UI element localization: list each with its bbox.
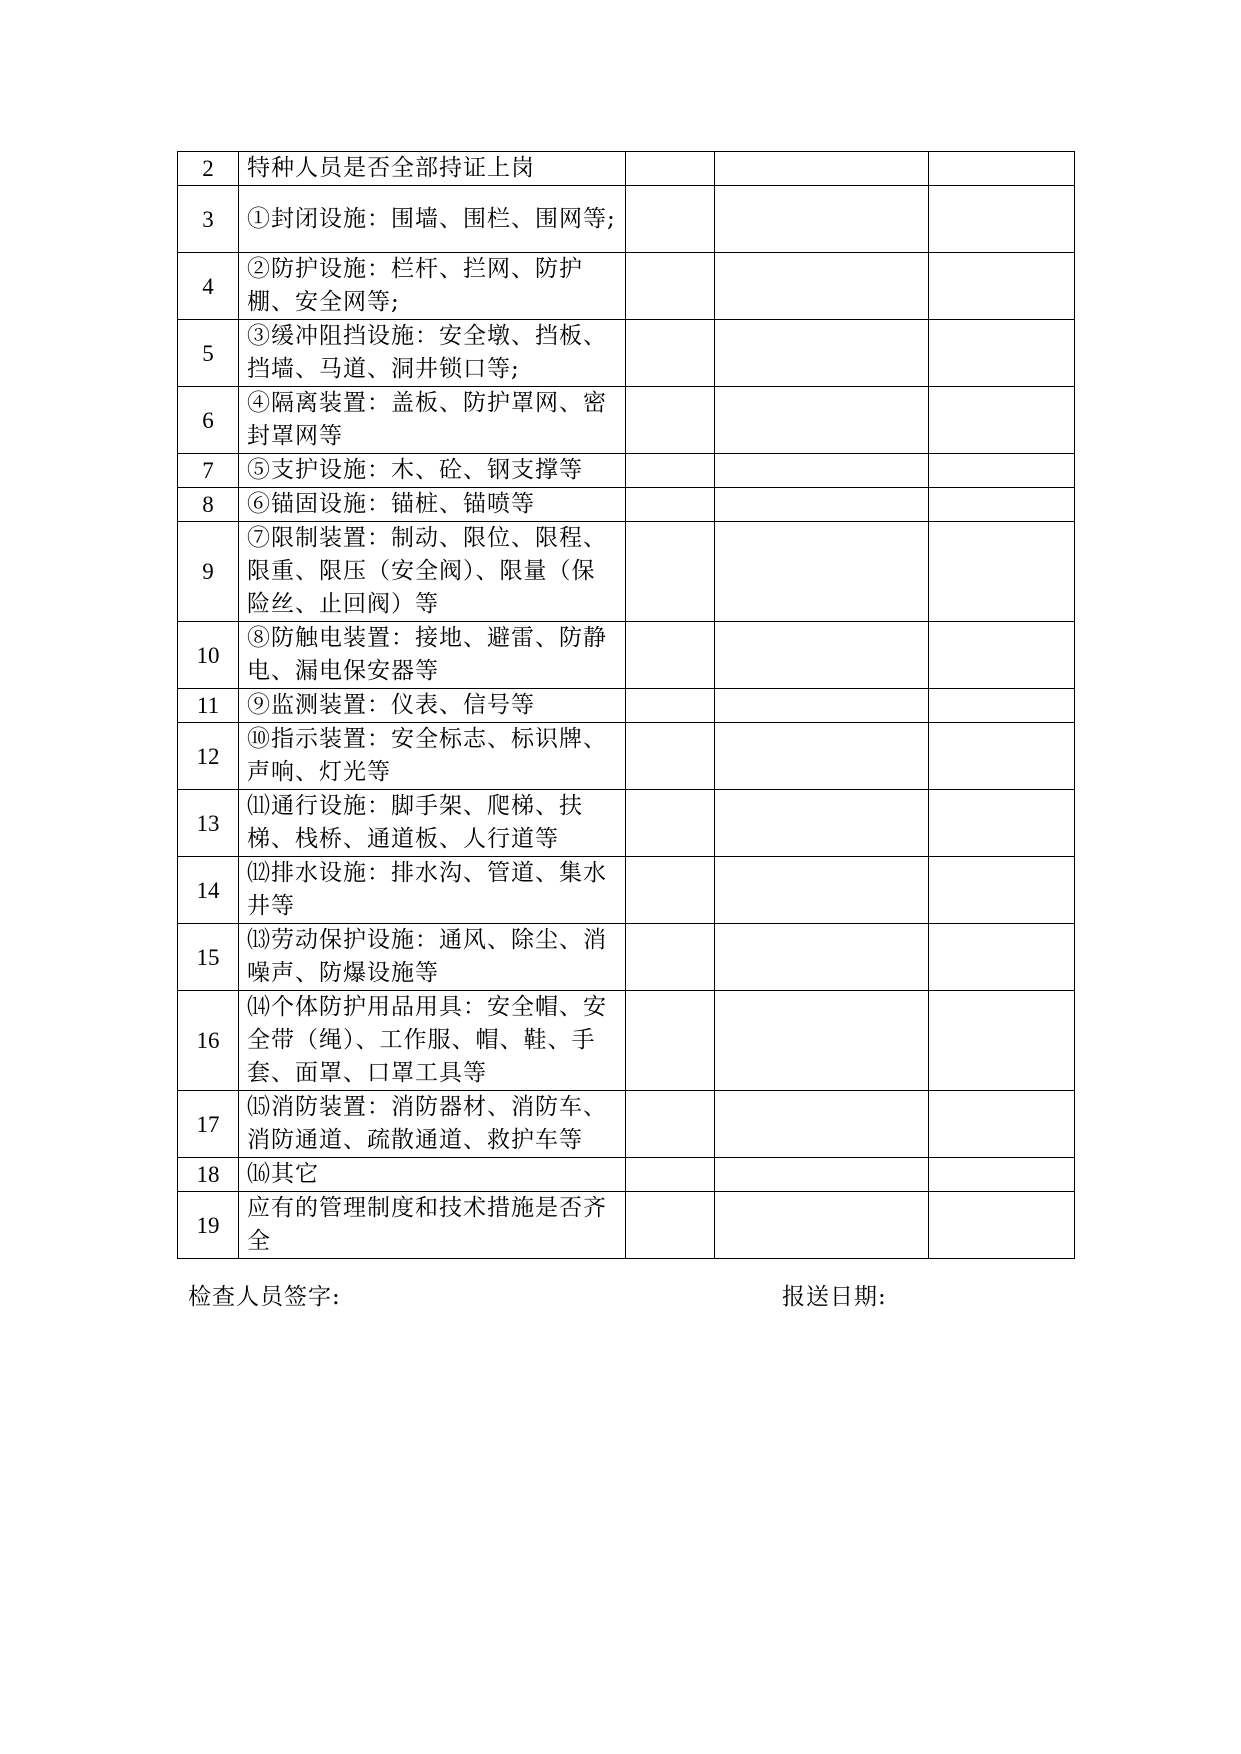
blank-cell[interactable] <box>626 991 715 1091</box>
blank-cell[interactable] <box>715 689 929 723</box>
blank-cell[interactable] <box>929 253 1075 320</box>
blank-cell[interactable] <box>626 454 715 488</box>
row-number: 12 <box>178 723 239 790</box>
blank-cell[interactable] <box>715 1192 929 1259</box>
blank-cell[interactable] <box>626 186 715 253</box>
blank-cell[interactable] <box>715 152 929 186</box>
blank-cell[interactable] <box>715 253 929 320</box>
blank-cell[interactable] <box>626 1091 715 1158</box>
table-row <box>178 152 1075 186</box>
table-row <box>178 991 1075 1091</box>
row-number: 9 <box>178 522 239 622</box>
inspection-item: ⑥锚固设施：锚桩、锚喷等 <box>239 488 626 522</box>
blank-cell[interactable] <box>626 152 715 186</box>
inspection-item: ⒂消防装置：消防器材、消防车、消防通道、疏散通道、救护车等 <box>239 1091 626 1158</box>
table-row <box>178 1158 1075 1192</box>
blank-cell[interactable] <box>626 488 715 522</box>
blank-cell[interactable] <box>626 320 715 387</box>
inspection-item: ⒀劳动保护设施：通风、除尘、消噪声、防爆设施等 <box>239 924 626 991</box>
table-row <box>178 522 1075 622</box>
inspection-item: ⑨监测装置：仪表、信号等 <box>239 689 626 723</box>
inspection-item: ⑤支护设施：木、砼、钢支撑等 <box>239 454 626 488</box>
blank-cell[interactable] <box>929 924 1075 991</box>
blank-cell[interactable] <box>626 689 715 723</box>
blank-cell[interactable] <box>626 857 715 924</box>
table-row <box>178 253 1075 320</box>
table-row <box>178 1091 1075 1158</box>
blank-cell[interactable] <box>715 622 929 689</box>
inspection-item: 应有的管理制度和技术措施是否齐全 <box>239 1192 626 1259</box>
row-number: 18 <box>178 1158 239 1192</box>
blank-cell[interactable] <box>929 387 1075 454</box>
blank-cell[interactable] <box>929 1192 1075 1259</box>
inspection-item: ⑿排水设施：排水沟、管道、集水井等 <box>239 857 626 924</box>
blank-cell[interactable] <box>929 488 1075 522</box>
table-body <box>178 152 1075 1259</box>
blank-cell[interactable] <box>929 522 1075 622</box>
inspection-item: ⑩指示装置：安全标志、标识牌、声响、灯光等 <box>239 723 626 790</box>
blank-cell[interactable] <box>929 622 1075 689</box>
blank-cell[interactable] <box>626 924 715 991</box>
blank-cell[interactable] <box>715 454 929 488</box>
blank-cell[interactable] <box>626 723 715 790</box>
blank-cell[interactable] <box>715 1158 929 1192</box>
table-row <box>178 1192 1075 1259</box>
blank-cell[interactable] <box>715 723 929 790</box>
blank-cell[interactable] <box>715 857 929 924</box>
blank-cell[interactable] <box>929 454 1075 488</box>
table-row <box>178 320 1075 387</box>
blank-cell[interactable] <box>715 924 929 991</box>
inspection-item: ⑾通行设施：脚手架、爬梯、扶梯、栈桥、通道板、人行道等 <box>239 790 626 857</box>
table-row <box>178 387 1075 454</box>
table-row <box>178 186 1075 253</box>
inspection-item: ⒁个体防护用品用具：安全帽、安全带（绳）、工作服、帽、鞋、手套、面罩、口罩工具等 <box>239 991 626 1091</box>
row-number: 15 <box>178 924 239 991</box>
inspector-signature-label: 检查人员签字: <box>188 1284 341 1310</box>
row-number: 14 <box>178 857 239 924</box>
inspection-item: ⒃其它 <box>239 1158 626 1192</box>
blank-cell[interactable] <box>715 522 929 622</box>
row-number: 6 <box>178 387 239 454</box>
inspection-item: 特种人员是否全部持证上岗 <box>239 152 626 186</box>
blank-cell[interactable] <box>715 387 929 454</box>
blank-cell[interactable] <box>715 186 929 253</box>
blank-cell[interactable] <box>626 253 715 320</box>
row-number: 5 <box>178 320 239 387</box>
blank-cell[interactable] <box>626 387 715 454</box>
blank-cell[interactable] <box>626 622 715 689</box>
inspection-table <box>177 151 1075 1259</box>
blank-cell[interactable] <box>929 186 1075 253</box>
blank-cell[interactable] <box>715 1091 929 1158</box>
blank-cell[interactable] <box>626 790 715 857</box>
row-number: 16 <box>178 991 239 1091</box>
inspection-item: ⑧防触电装置：接地、避雷、防静电、漏电保安器等 <box>239 622 626 689</box>
row-number: 13 <box>178 790 239 857</box>
blank-cell[interactable] <box>626 1158 715 1192</box>
table-row <box>178 622 1075 689</box>
blank-cell[interactable] <box>929 790 1075 857</box>
row-number: 11 <box>178 689 239 723</box>
row-number: 4 <box>178 253 239 320</box>
inspection-item: ③缓冲阻挡设施：安全墩、挡板、挡墙、马道、洞井锁口等; <box>239 320 626 387</box>
blank-cell[interactable] <box>626 1192 715 1259</box>
inspection-item: ⑦限制装置：制动、限位、限程、限重、限压（安全阀）、限量（保险丝、止回阀）等 <box>239 522 626 622</box>
inspection-item: ②防护设施：栏杆、拦网、防护棚、安全网等; <box>239 253 626 320</box>
blank-cell[interactable] <box>929 991 1075 1091</box>
blank-cell[interactable] <box>929 1158 1075 1192</box>
row-number: 17 <box>178 1091 239 1158</box>
blank-cell[interactable] <box>929 320 1075 387</box>
row-number: 2 <box>178 152 239 186</box>
blank-cell[interactable] <box>715 488 929 522</box>
blank-cell[interactable] <box>626 522 715 622</box>
inspection-item: ①封闭设施：围墙、围栏、围网等; <box>239 186 626 253</box>
row-number: 3 <box>178 186 239 253</box>
table-row <box>178 689 1075 723</box>
submission-date-label: 报送日期: <box>782 1284 887 1310</box>
blank-cell[interactable] <box>929 857 1075 924</box>
blank-cell[interactable] <box>715 320 929 387</box>
table-row <box>178 790 1075 857</box>
table-row <box>178 857 1075 924</box>
row-number: 10 <box>178 622 239 689</box>
row-number: 19 <box>178 1192 239 1259</box>
row-number: 8 <box>178 488 239 522</box>
table-row <box>178 924 1075 991</box>
table-row <box>178 723 1075 790</box>
blank-cell[interactable] <box>929 1091 1075 1158</box>
blank-cell[interactable] <box>715 790 929 857</box>
blank-cell[interactable] <box>929 689 1075 723</box>
blank-cell[interactable] <box>929 152 1075 186</box>
table-row <box>178 488 1075 522</box>
blank-cell[interactable] <box>715 991 929 1091</box>
row-number: 7 <box>178 454 239 488</box>
blank-cell[interactable] <box>929 723 1075 790</box>
table-row <box>178 454 1075 488</box>
inspection-item: ④隔离装置：盖板、防护罩网、密封罩网等 <box>239 387 626 454</box>
